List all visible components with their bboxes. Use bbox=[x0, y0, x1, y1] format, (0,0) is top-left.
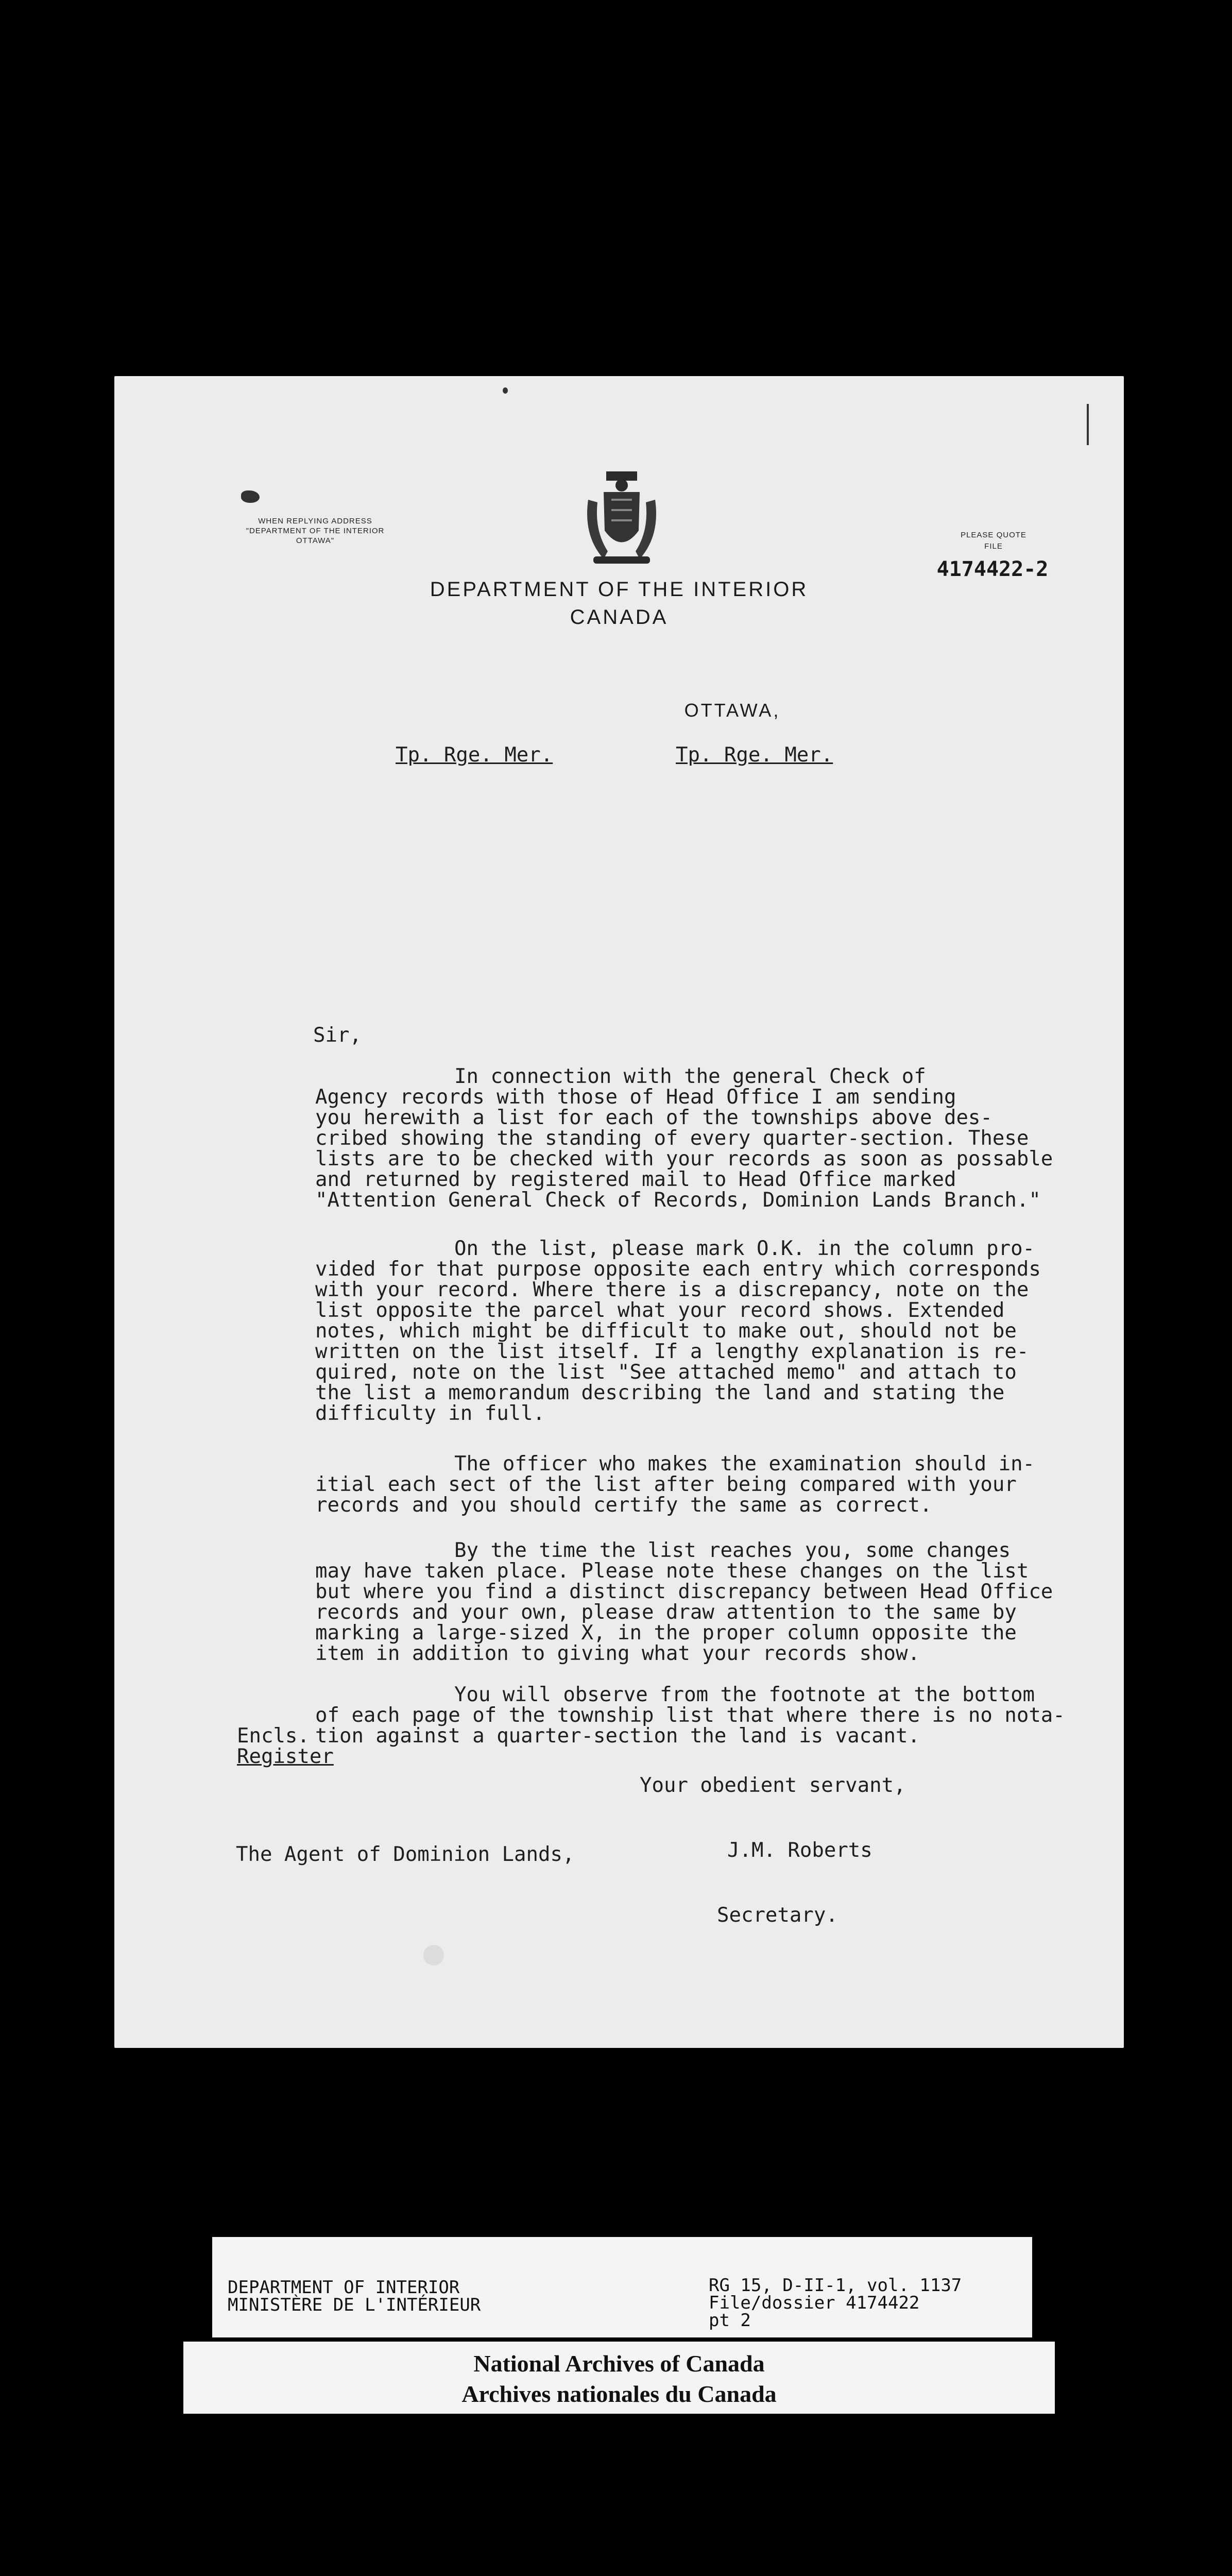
body-line: You will observe from the footnote at the bottom bbox=[454, 1683, 1035, 1706]
archive-reference-label bbox=[212, 2237, 1032, 2337]
body-line: By the time the list reaches you, some changes bbox=[454, 1539, 1011, 1562]
reply-address-line1: WHEN REPLYING ADDRESS bbox=[258, 517, 372, 526]
punch-mark bbox=[503, 387, 508, 394]
body-line: the list a memorandum describing the land and stating the bbox=[315, 1381, 1005, 1404]
register-note: Register bbox=[237, 1745, 334, 1768]
dept-fr: MINISTÈRE DE L'INTÉRIEUR bbox=[228, 2295, 481, 2315]
body-line: and returned by registered mail to Head Office marked bbox=[315, 1168, 956, 1191]
body-paragraph-5 bbox=[315, 1685, 1065, 1747]
dept-en: DEPARTMENT OF INTERIOR bbox=[228, 2277, 460, 2298]
ref-line-1: RG 15, D-II-1, vol. 1137 bbox=[709, 2275, 962, 2296]
country-name: CANADA bbox=[570, 606, 669, 629]
stain-mark bbox=[423, 1945, 444, 1965]
body-line: marking a large-sized X, in the proper column opposite the bbox=[315, 1621, 1017, 1645]
body-paragraph-2 bbox=[315, 1239, 1041, 1424]
ref-field-right: Tp. Rge. Mer. bbox=[676, 743, 833, 767]
body-line: lists are to be checked with your records as soon as possable bbox=[315, 1147, 1053, 1171]
body-line: vided for that purpose opposite each entry which corresponds bbox=[315, 1258, 1041, 1281]
body-line: written on the list itself. If a lengthy explanation is re- bbox=[315, 1340, 1029, 1363]
body-line: tion against a quarter-section the land is vacant. bbox=[315, 1724, 920, 1748]
file-number: 4174422-2 bbox=[936, 557, 1049, 581]
salutation: Sir, bbox=[313, 1024, 362, 1047]
body-line: itial each sect of the list after being compared with your bbox=[315, 1473, 1017, 1496]
body-line: "Attention General Check of Records, Dominion Lands Branch." bbox=[315, 1189, 1041, 1212]
body-paragraph-3 bbox=[315, 1454, 1035, 1516]
reply-address-line3: OTTAWA" bbox=[296, 536, 335, 545]
recipient: The Agent of Dominion Lands, bbox=[236, 1843, 575, 1866]
edge-mark bbox=[1087, 404, 1089, 445]
reply-address-line2: "DEPARTMENT OF THE INTERIOR bbox=[246, 527, 385, 535]
signer-name: J.M. Roberts bbox=[727, 1839, 872, 1862]
body-line: records and you should certify the same as correct. bbox=[315, 1494, 932, 1517]
closing: Your obedient servant, bbox=[640, 1774, 906, 1797]
body-line: quired, note on the list "See attached memo" and attach to bbox=[315, 1361, 1017, 1384]
ref-line-3: pt 2 bbox=[709, 2310, 751, 2331]
body-paragraph-1 bbox=[315, 1066, 1053, 1211]
file-label: FILE bbox=[984, 542, 1003, 551]
department-name: DEPARTMENT OF THE INTERIOR bbox=[430, 578, 809, 601]
signer-title: Secretary. bbox=[717, 1904, 838, 1927]
enclosure-note: Encls. bbox=[237, 1724, 310, 1748]
archive-banner bbox=[183, 2342, 1055, 2414]
ref-line-2: File/dossier 4174422 bbox=[709, 2293, 920, 2313]
body-line: may have taken place. Please note these changes on the list bbox=[315, 1560, 1029, 1583]
archive-banner-en: National Archives of Canada bbox=[473, 2350, 765, 2377]
body-line: difficulty in full. bbox=[315, 1402, 545, 1425]
body-line: The officer who makes the examination should in- bbox=[454, 1452, 1035, 1476]
body-line: cribed showing the standing of every quarter-section. These bbox=[315, 1127, 1029, 1150]
city-name: OTTAWA, bbox=[684, 700, 781, 721]
body-line: Agency records with those of Head Office I am sending bbox=[315, 1086, 956, 1109]
body-paragraph-4 bbox=[315, 1540, 1053, 1664]
body-line: item in addition to giving what your records show. bbox=[315, 1642, 920, 1665]
archive-banner-fr: Archives nationales du Canada bbox=[461, 2381, 777, 2407]
ref-field-left: Tp. Rge. Mer. bbox=[396, 743, 553, 767]
body-line: notes, which might be difficult to make out, should not be bbox=[315, 1319, 1017, 1343]
body-line: records and your own, please draw attention to the same by bbox=[315, 1601, 1017, 1624]
body-line: with your record. Where there is a discrepancy, note on the bbox=[315, 1278, 1029, 1301]
please-quote: PLEASE QUOTE bbox=[961, 531, 1026, 539]
letter-page bbox=[114, 376, 1124, 2048]
body-line: but where you find a distinct discrepancy between Head Office bbox=[315, 1580, 1053, 1603]
body-line: of each page of the township list that where there is no nota- bbox=[315, 1704, 1065, 1727]
body-line: In connection with the general Check of bbox=[454, 1065, 926, 1088]
reply-address bbox=[207, 516, 423, 546]
ink-blot bbox=[241, 490, 260, 503]
body-line: you herewith a list for each of the townships above des- bbox=[315, 1106, 993, 1129]
coat-of-arms-icon bbox=[583, 469, 660, 572]
body-line: list opposite the parcel what your record shows. Extended bbox=[315, 1299, 1005, 1322]
body-line: On the list, please mark O.K. in the column pro- bbox=[454, 1237, 1035, 1260]
